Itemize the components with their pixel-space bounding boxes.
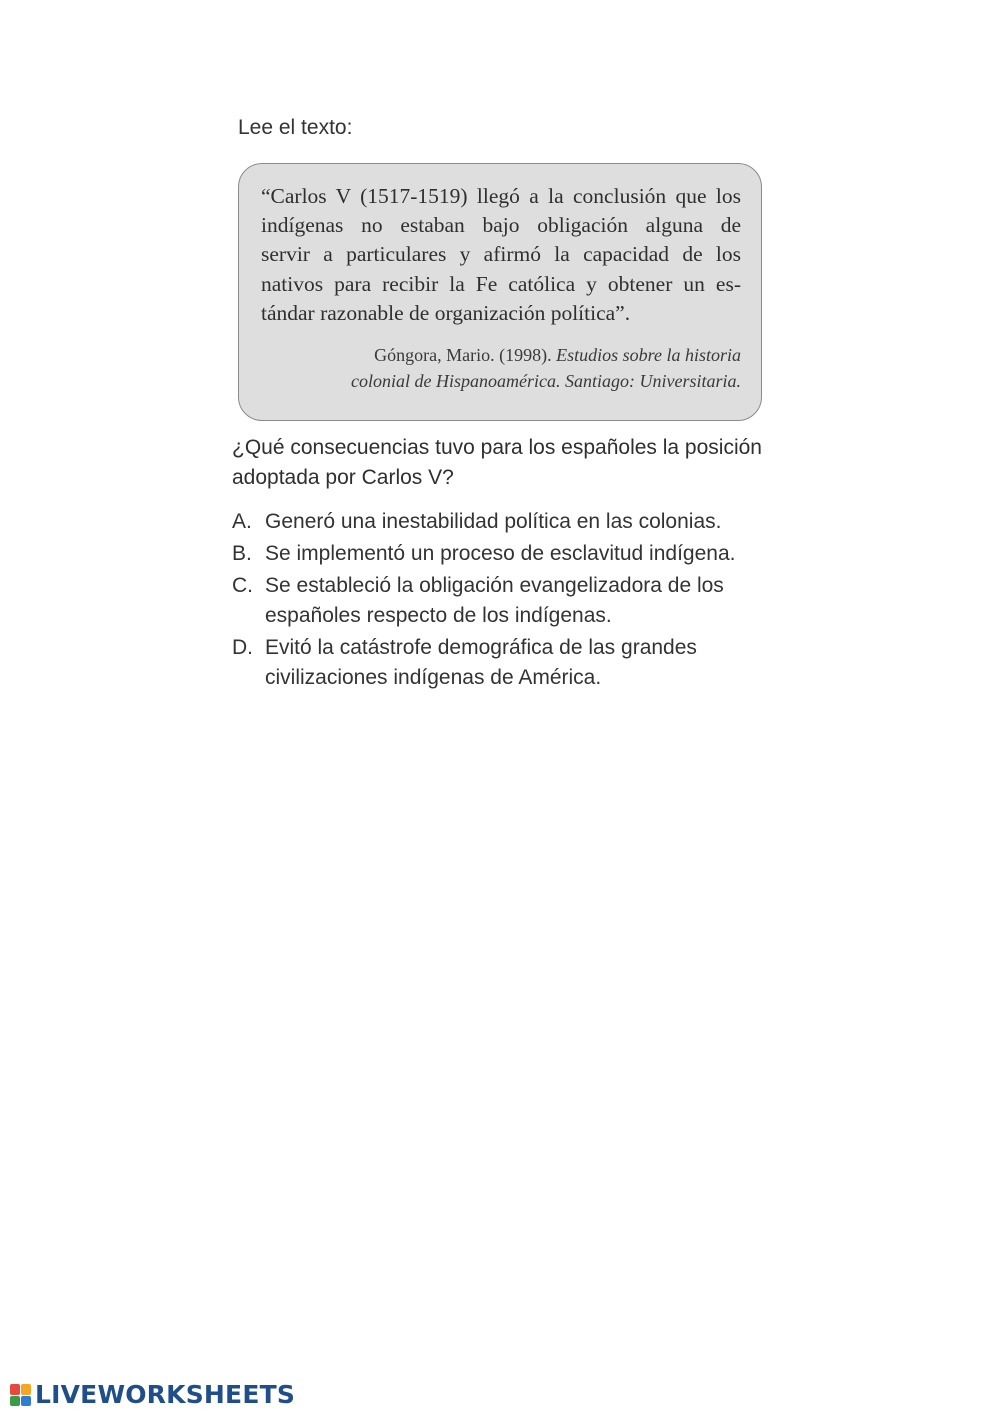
option-a[interactable] [232, 507, 772, 537]
citation [261, 342, 741, 394]
quote-box [238, 163, 762, 421]
option-letter: B. [232, 542, 252, 565]
logo-square [21, 1396, 31, 1407]
question-text: ¿Qué consecuencias tuvo para los españoles la posición adoptada por Carlos V? [232, 436, 762, 489]
option-text: Generó una inestabilidad política en las colonias. [265, 510, 722, 533]
option-text: Se estableció la obligación evangelizadora de los españoles respecto de los indígenas. [265, 574, 724, 627]
option-c[interactable] [232, 571, 772, 631]
option-text: Evitó la catástrofe demográfica de las grandes civilizaciones indígenas de América. [265, 636, 697, 689]
quote-line: nativos para recibir la Fe católica y obtener un es- [261, 271, 741, 296]
option-letter: A. [232, 510, 252, 533]
citation-title-line2: colonial de Hispanoamérica. Santiago: Universitaria. [351, 371, 741, 392]
quote-text [261, 182, 741, 328]
answer-options [232, 507, 772, 695]
quote-line: “Carlos V (1517-1519) llegó a la conclusión que los [261, 184, 741, 208]
logo-square [10, 1396, 20, 1407]
citation-author: Góngora, Mario. (1998). [374, 345, 552, 366]
option-b[interactable] [232, 539, 772, 569]
liveworksheets-logo[interactable] [10, 1381, 295, 1409]
option-letter: D. [232, 636, 253, 659]
quote-line: indígenas no estaban bajo obligación alguna de [261, 213, 741, 238]
instruction-text: Lee el texto: [238, 116, 353, 139]
logo-square [10, 1384, 20, 1395]
logo-text: LIVEWORKSHEETS [35, 1380, 296, 1409]
quote-line: tándar razonable de organización política”. [261, 300, 631, 325]
logo-square [21, 1384, 31, 1395]
option-letter: C. [232, 574, 253, 597]
option-text: Se implementó un proceso de esclavitud indígena. [265, 542, 736, 565]
option-d[interactable] [232, 633, 772, 693]
quote-line: servir a particulares y afirmó la capacidad de los [261, 242, 741, 267]
logo-mark-icon [10, 1384, 31, 1406]
citation-title-line1: Estudios sobre la historia [556, 345, 741, 366]
